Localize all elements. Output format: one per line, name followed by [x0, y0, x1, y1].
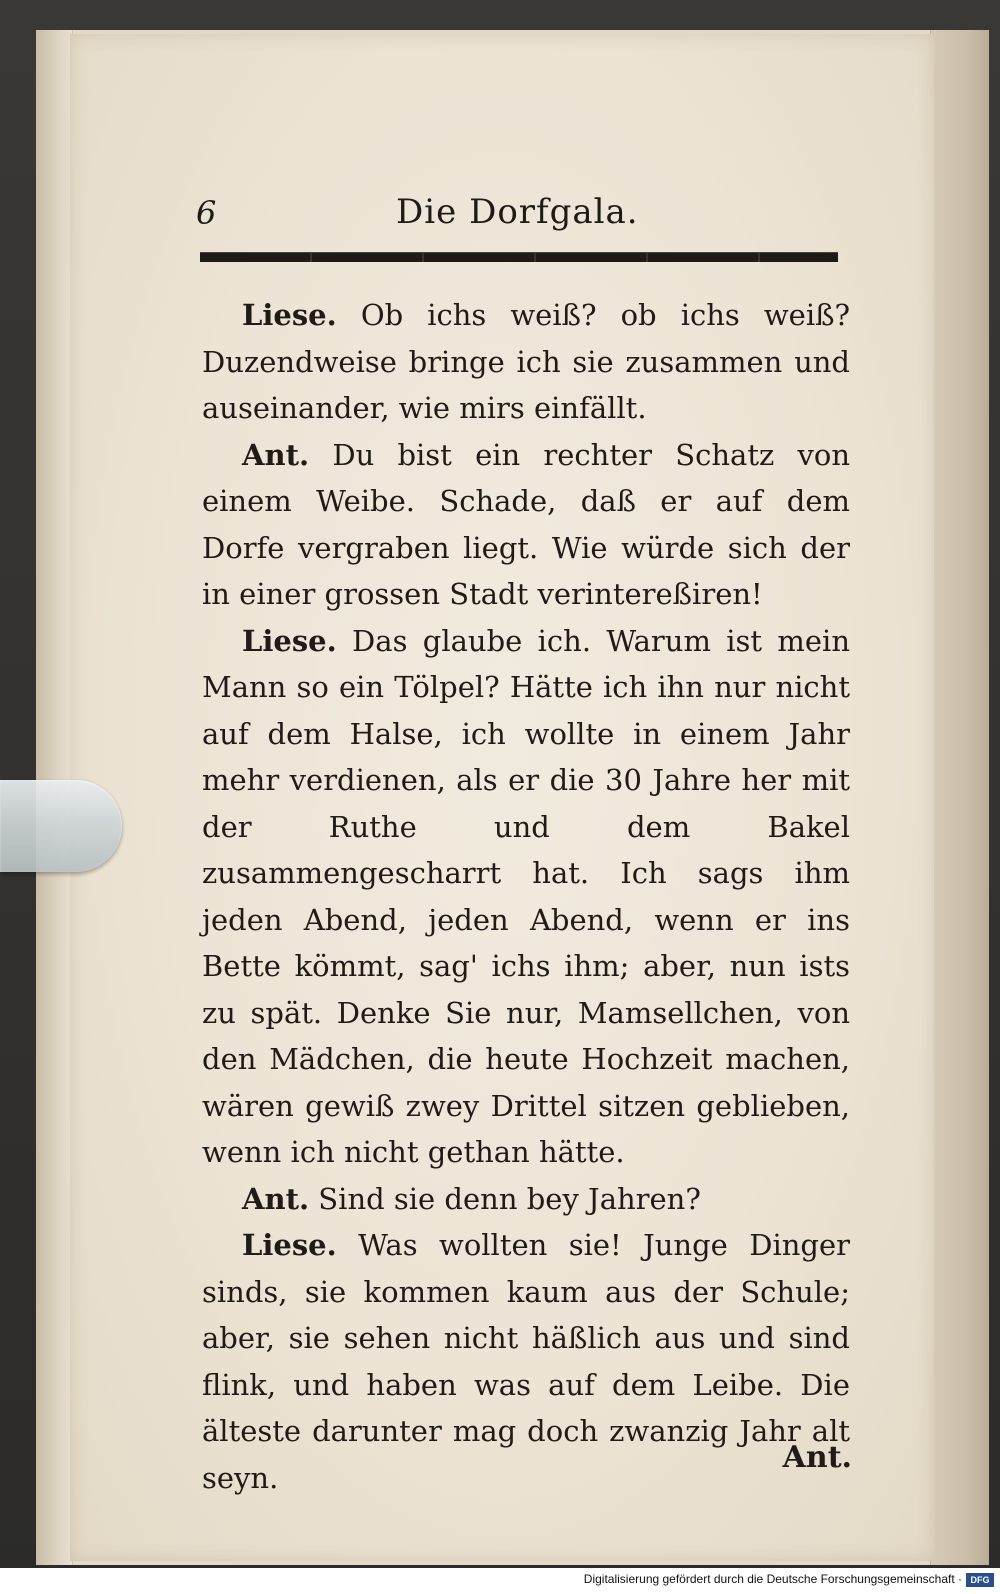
- paragraph-text: Sind sie denn bey Jahren?: [318, 1181, 701, 1216]
- bookmark-clip: [0, 780, 122, 872]
- page-header: [196, 192, 838, 238]
- body-text: [202, 292, 850, 1501]
- paragraph: [202, 292, 850, 432]
- paragraph: [202, 1176, 850, 1223]
- paragraph: [202, 1222, 850, 1501]
- catchword: Ant.: [782, 1440, 852, 1475]
- paragraph: [202, 618, 850, 1176]
- digitization-credit: Digitalisierung gefördert durch die Deutsche Forschungsgemeinschaft ·: [583, 1572, 962, 1586]
- paragraph-text: Du bist ein rechter Schatz von einem Weibe. Schade, daß er auf dem Dorfe vergraben liegt. Wie würde sich der in einer grossen Stadt verintereßiren!: [202, 437, 850, 611]
- speaker-name: Ant.: [242, 1181, 310, 1216]
- paragraph-text: Das glaube ich. Warum ist mein Mann so ein Tölpel? Hätte ich ihn nur nicht auf dem Halse, ich wollte in einem Jahr mehr verdienen, als er die 30 Jahre her mit der Ruthe und dem Bakel zusammengescharrt hat. Ich sags ihm jeden Abend, jeden Abend, wenn er ins Bette kömmt, sag' ichs ihm; aber, nun ists zu spät. Denke Sie nur, Mamsellchen, von den Mädchen, die heute Hochzeit machen, wären gewiß zwey Drittel sitzen geblieben, wenn ich nicht gethan hätte.: [202, 623, 851, 1169]
- speaker-name: Liese.: [242, 1228, 337, 1262]
- page-right-edge: [930, 30, 989, 1565]
- paragraph-text: Ob ichs weiß? ob ichs weiß? Duzendweise bringe ich sie zusammen und auseinander, wie mirs einfällt.: [202, 298, 851, 425]
- speaker-name: Ant.: [242, 437, 310, 472]
- header-rule: [200, 252, 838, 262]
- paragraph: [202, 432, 850, 618]
- page-number: 6: [196, 194, 217, 232]
- dfg-logo: DFG: [966, 1573, 994, 1587]
- speaker-name: Liese.: [242, 623, 337, 658]
- footer-strip: [0, 1568, 1000, 1594]
- speaker-name: Liese.: [242, 298, 337, 332]
- running-title: Die Dorfgala.: [396, 192, 639, 232]
- paragraph-text: Was wollten sie! Junge Dinger sinds, sie kommen kaum aus der Schule; aber, sie sehen nicht häßlich aus und sind flink, und haben was auf dem Leibe. Die älteste darunter mag doch zwanzig Jahr alt seyn.: [202, 1228, 850, 1495]
